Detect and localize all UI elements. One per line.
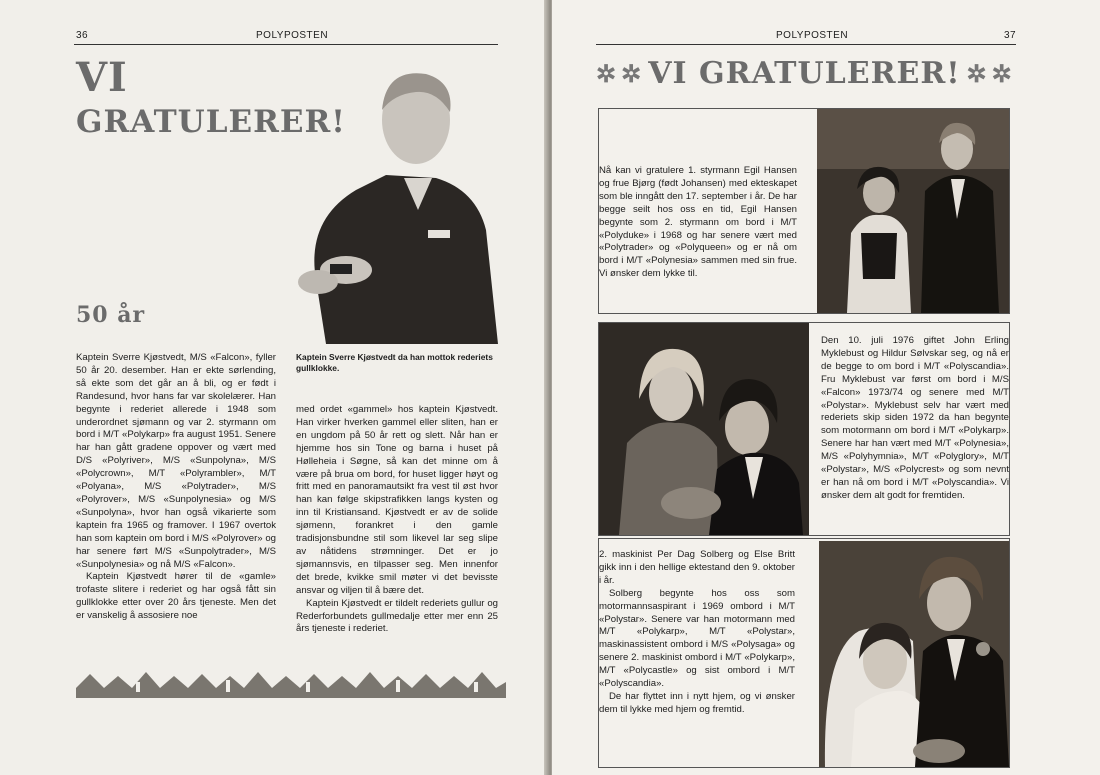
paragraph: Solberg begynte hos oss som motormannsaspirant i 1969 ombord i M/T «Polystar». Senere var han motormann med M/T «Polykarp», M/T «Polystar», maskinassistent ombord i M/S «Polysaga» og senere 2. maskinist ombord i M/T «Polykarp», M/T «Polycastle» og sist ombord i M/T «Polyscandia». [599,587,795,690]
article-box-3 [598,538,1010,768]
article-text: Nå kan vi gratulere 1. styrmann Egil Hansen og frue Bjørg (født Johansen) med ekteskapet som ble inngått den 17. september i år. De har begge seilt hos oss en tid, Egil Hansen begynte som 2. styrmann om bord i M/T «Polyduke» i 1968 og har senere vært med «Polytrader» og «Polyqueen» og er nå om bord i M/T «Polynesia» sammen med sin frue. Vi ønsker dem lykke til. [599,165,797,280]
header-rule [596,44,1016,45]
paragraph: Kaptein Kjøstvedt er tildelt rederiets gullur og Rederforbundets gullmedalje etter mer enn 25 års tjeneste i rederiet. [296,597,498,635]
page-number: 37 [1004,30,1017,41]
paragraph: 2. maskinist Per Dag Solberg og Else Britt gikk inn i den hellige ektestand den 9. oktober i år. [599,549,795,586]
star-icon: ✲ [991,59,1013,88]
running-head: POLYPOSTEN [256,30,329,41]
wedding-photo-1 [817,109,1009,313]
star-icon: ✲ [596,59,618,88]
running-head: POLYPOSTEN [776,30,849,41]
wedding-photo-3 [819,541,1009,767]
paragraph: Kaptein Sverre Kjøstvedt, M/S «Falcon», fyller 50 år 20. desember. Han er ekte sørlending, så ekte som det går an å bli, og er født i Randesund, hvor hans far var skolelærer. Han begynte i rederiet allerede i 1948 som underordnet sjømann og var 2. styrmann om bord i M/T «Polykarp» fra august 1951. Senere har han gått gradene oppover og vært med D/S «Polyriver», M/S «Sunpolyna», M/S «Polycrown», M/T «Polyrambler», M/T «Polyana», M/S «Polytrader», M/S «Polyrover», M/S «Sunpolynesia» og M/S «Sunpolyna», hvor han også vikarierte som kaptein fra 1965 og framover. I 1967 overtok han som kaptein om bord i M/S «Polyrover» og har senere ført M/S «Sunpolytrader», M/S «Sunpolynesia» og nå M/S «Falcon». [76,352,276,570]
article-column-1 [76,352,276,623]
decorative-christmas-border [76,668,506,702]
page-number: 36 [76,30,89,41]
star-icon: ✲ [621,59,643,88]
title-row [596,56,1026,91]
star-icon: ✲ [966,59,988,88]
header-rule [74,44,498,45]
page-title: VI GRATULERER! [648,56,961,91]
article-column-2 [296,404,498,636]
title-line-1: VI [76,54,128,101]
captain-portrait-photo [286,60,498,344]
article-text: Den 10. juli 1976 giftet John Erling Myklebust og Hildur Sølvskar seg, og nå er de begge to om bord i M/T «Polyscandia». Fru Myklebust var først om bord i M/S «Falcon» 1973/74 og senere med M/T «Polystar». Myklebust selv har vært med rederiets skip siden 1972 da han begynte som motormann om bord i M/T «Polykarp». Senere har han vært med M/T «Polynesia», M/S «Polyhymnia», M/T «Polyglory», M/T «Polystar», M/S «Polycrest» og som nevnt er han nå om bord i M/T «Polyscandia». Vi ønsker dem alt godt for fremtiden. [821,335,1009,501]
paragraph: Kaptein Kjøstvedt hører til de «gamle» trofaste slitere i rederiet og har også fått sin gullklokke etter over 20 års tjeneste. Men det er vanskelig å assosiere noe [76,571,276,622]
article-box-1 [598,108,1010,314]
subtitle: 50 år [76,302,146,328]
right-page [552,0,1100,775]
title-line-2: GRATULERER! [76,104,346,140]
article-box-2 [598,322,1010,536]
article-text [599,549,795,717]
paragraph: De har flyttet inn i nytt hjem, og vi ønsker dem til lykke med hjem og fremtid. [599,690,795,715]
photo-caption: Kaptein Sverre Kjøstvedt da han mottok rederiets gullklokke. [296,352,493,373]
wedding-photo-2 [599,323,809,535]
paragraph: med ordet «gammel» hos kaptein Kjøstvedt. Han virker hverken gammel eller sliten, han er en ungdom på 50 år rett og slett. Når han er hjemme hos sin Tone og barna i huset på Hølleheia i Søgne, så kan det minne om å være på brua om bord, for huset ligger høyt og fritt med en panoramautsikt fra vest til øst hvor han kan følge skipstrafikken langs kysten og inn til Kristiansand. Kjøstvedt er av de solide sjømenn, forankret i den gamle tradisjonsbundne stil som likevel lar seg slipe av nåtidens strømninger. Det er jo sjømannsvis, en tilpasser seg. Men innenfor det brede, kvikke smil møter vi det bevisste ansvar og viljen til å bære det. [296,404,498,596]
left-page [0,0,548,775]
